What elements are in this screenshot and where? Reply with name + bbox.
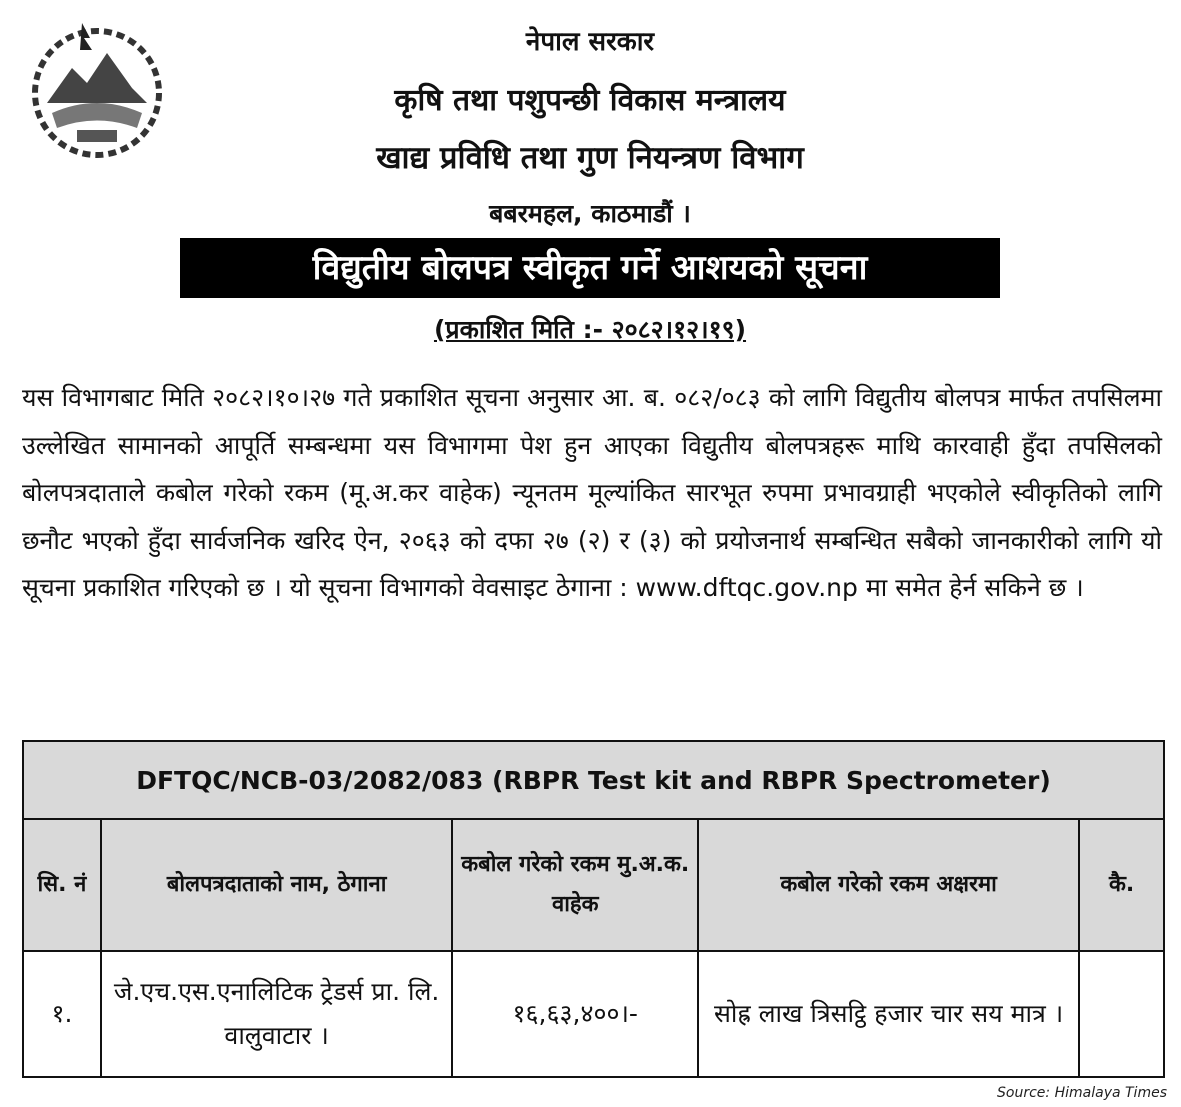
table-row <box>23 951 1164 1077</box>
department-address: बबरमहल, काठमाडौं । <box>489 199 691 228</box>
published-date <box>180 312 1000 346</box>
col-header-amount-words: कबोल गरेको रकम अक्षरमा <box>698 819 1079 951</box>
col-header-bidder: बोलपत्रदाताको नाम, ठेगाना <box>101 819 453 951</box>
nepal-government-emblem-icon <box>22 18 172 163</box>
government-name: नेपाल सरकार <box>525 27 655 57</box>
cell-amount-words: सोह्र लाख त्रिसट्ठि हजार चार सय मात्र । <box>698 951 1079 1077</box>
cell-sn: १. <box>23 951 101 1077</box>
cell-bidder: जे.एच.एस.एनालिटिक ट्रेडर्स प्रा. लि. वालुवाटार । <box>101 951 453 1077</box>
published-date-text: (प्रकाशित मिति :- २०८२।१२।१९) <box>433 315 747 344</box>
col-header-sn: सि. नं <box>23 819 101 951</box>
notice-title: विद्युतीय बोलपत्र स्वीकृत गर्ने आशयको सूचना <box>180 238 1000 298</box>
col-header-remarks: कै. <box>1079 819 1164 951</box>
ministry-name: कृषि तथा पशुपन्छी विकास मन्त्रालय <box>394 83 786 118</box>
col-header-amount: कबोल गरेको रकम मु.अ.क. वाहेक <box>452 819 698 951</box>
cell-remarks <box>1079 951 1164 1077</box>
table-title: DFTQC/NCB-03/2082/083 (RBPR Test kit and RBPR Spectrometer) <box>23 741 1164 819</box>
bid-table <box>22 740 1165 1078</box>
department-name: खाद्य प्रविधि तथा गुण नियन्त्रण विभाग <box>376 140 804 176</box>
cell-amount: १६,६३,४००।- <box>452 951 698 1077</box>
notice-body: यस विभागबाट मिति २०८२।१०।२७ गते प्रकाशित सूचना अनुसार आ. ब. ०८२/०८३ को लागि विद्युतीय बोलपत्र मार्फत तपसिलमा उल्लेखित सामानको आपूर्ति सम्बन्धमा यस विभागमा पेश हुन आएका विद्युतीय बोलपत्रहरू माथि कारवाही हुँदा तपसिलको बोलपत्रदाताले कबोल गरेको रकम (मू.अ.कर वाहेक) न्यूनतम मूल्यांकित सारभूत रुपमा प्रभावग्राही भएकोले स्वीकृतिको लागि छनौट भएको हुँदा सार्वजनिक खरिद ऐन, २०६३ को दफा २७ (२) र (३) को प्रयोजनार्थ सम्बन्धित सबैको जानकारीको लागि यो सूचना प्रकाशित गरिएको छ । यो सूचना विभागको वेवसाइट ठेगाना : www.dftqc.gov.np मा समेत हेर्न सकिने छ । <box>22 383 1162 602</box>
source-credit: Source: Himalaya Times <box>997 1085 1167 1101</box>
